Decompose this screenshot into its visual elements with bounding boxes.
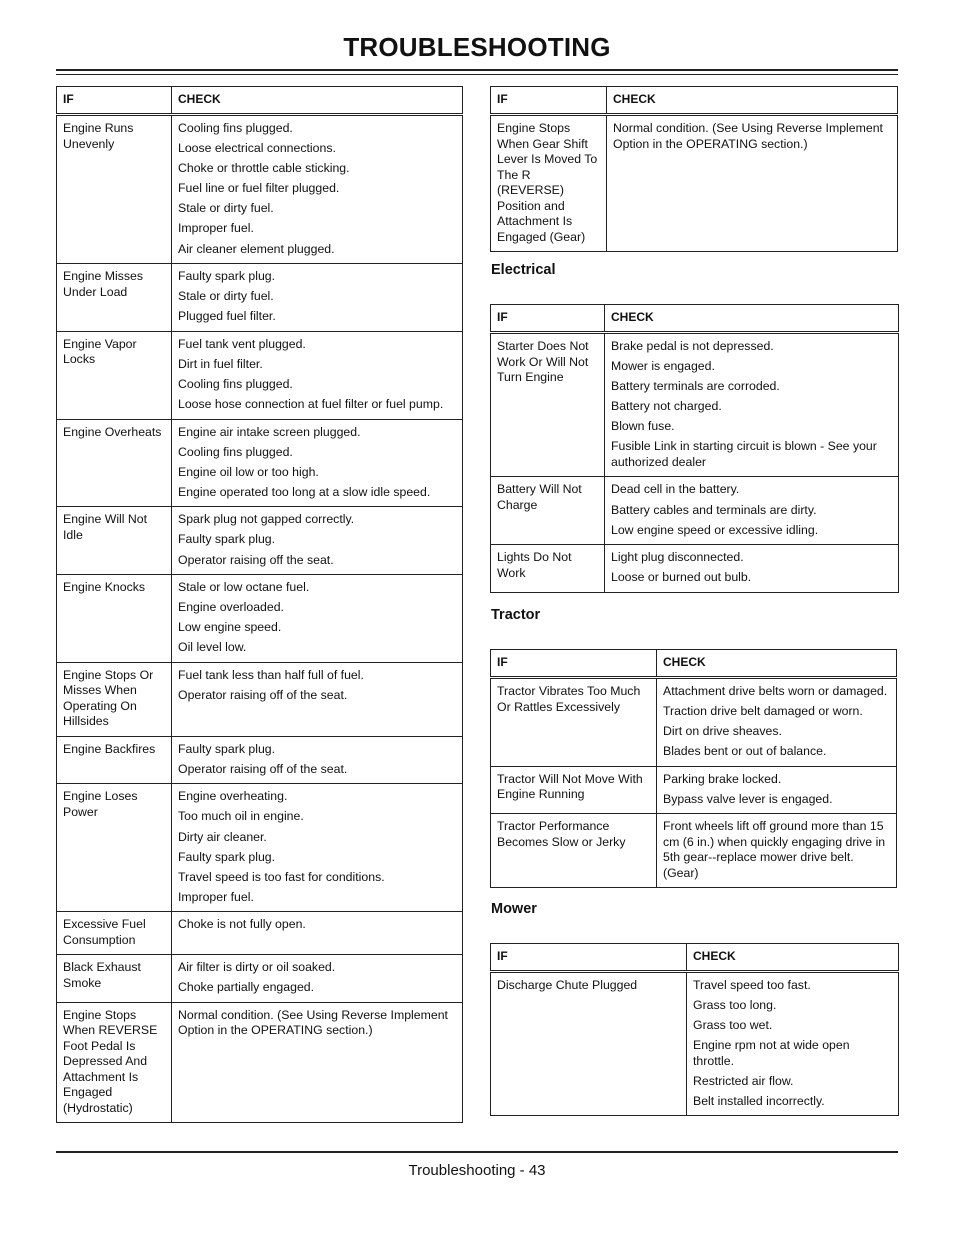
table-header-row xyxy=(491,87,898,115)
symptom-cell: Engine Will Not Idle xyxy=(57,507,172,575)
table-row xyxy=(57,736,463,784)
check-item: Fusible Link in starting circuit is blown - See your authorized dealer xyxy=(611,439,877,469)
column-header-check: CHECK xyxy=(687,944,899,972)
check-cell xyxy=(605,477,899,545)
check-cell xyxy=(172,419,463,507)
check-cell xyxy=(172,955,463,1003)
table-row xyxy=(57,955,463,1003)
column-header-if: IF xyxy=(491,650,657,678)
section-heading-mower: Mower xyxy=(491,901,537,917)
check-item: Faulty spark plug. xyxy=(178,269,276,284)
table-row xyxy=(491,333,899,477)
column-header-if: IF xyxy=(491,87,607,115)
check-item: Operator raising off the seat. xyxy=(178,552,334,567)
symptom-cell: Engine Vapor Locks xyxy=(57,331,172,419)
check-item: Cooling fins plugged. xyxy=(178,121,293,135)
check-cell xyxy=(172,115,463,264)
check-item: Battery cables and terminals are dirty. xyxy=(611,502,817,517)
check-item: Engine operated too long at a slow idle speed. xyxy=(178,484,431,499)
check-item: Operator raising off of the seat. xyxy=(178,687,348,702)
check-item: Operator raising off of the seat. xyxy=(178,761,348,776)
check-item: Brake pedal is not depressed. xyxy=(611,339,774,353)
check-item: Grass too wet. xyxy=(693,1018,773,1033)
page-title: TROUBLESHOOTING xyxy=(343,32,611,62)
check-item: Loose hose connection at fuel filter or fuel pump. xyxy=(178,397,444,412)
check-item: Faulty spark plug. xyxy=(178,532,276,547)
check-item: Parking brake locked. xyxy=(663,771,782,786)
check-item: Restricted air flow. xyxy=(693,1073,794,1088)
check-item: Fuel tank vent plugged. xyxy=(178,336,306,351)
check-item: Air filter is dirty or oil soaked. xyxy=(178,960,336,975)
table-row xyxy=(57,331,463,419)
column-header-check: CHECK xyxy=(172,87,463,115)
check-item: Blown fuse. xyxy=(611,419,675,434)
check-cell xyxy=(172,784,463,912)
symptom-cell: Tractor Will Not Move With Engine Running xyxy=(491,766,657,814)
check-item: Light plug disconnected. xyxy=(611,550,744,565)
check-cell xyxy=(607,115,898,252)
check-item: Cooling fins plugged. xyxy=(178,376,293,391)
table-row xyxy=(491,766,897,814)
symptom-cell: Black Exhaust Smoke xyxy=(57,955,172,1003)
reverse-troubleshooting-table xyxy=(490,86,898,252)
check-item: Dirty air cleaner. xyxy=(178,829,267,844)
tractor-troubleshooting-table xyxy=(490,649,897,888)
check-item: Choke or throttle cable sticking. xyxy=(178,161,350,176)
check-item: Grass too long. xyxy=(693,998,777,1013)
check-item: Spark plug not gapped correctly. xyxy=(178,512,355,527)
symptom-cell: Lights Do Not Work xyxy=(491,545,605,593)
table-row xyxy=(57,264,463,332)
table-row xyxy=(491,972,899,1116)
title-rule xyxy=(56,69,898,71)
symptom-cell: Discharge Chute Plugged xyxy=(491,972,687,1116)
symptom-cell: Engine Loses Power xyxy=(57,784,172,912)
check-item: Air cleaner element plugged. xyxy=(178,241,335,256)
check-item: Attachment drive belts worn or damaged. xyxy=(663,684,888,698)
symptom-cell: Excessive Fuel Consumption xyxy=(57,912,172,955)
symptom-cell: Starter Does Not Work Or Will Not Turn Engine xyxy=(491,333,605,477)
table-row xyxy=(57,419,463,507)
check-item: Improper fuel. xyxy=(178,221,254,236)
check-item: Belt installed incorrectly. xyxy=(693,1093,825,1108)
title-rule-thin xyxy=(56,74,898,75)
check-cell xyxy=(172,264,463,332)
table-row xyxy=(57,912,463,955)
check-item: Oil level low. xyxy=(178,640,247,655)
check-cell xyxy=(657,766,897,814)
check-item: Battery terminals are corroded. xyxy=(611,379,780,394)
check-cell xyxy=(172,912,463,955)
table-row xyxy=(491,678,897,767)
symptom-cell: Engine Stops When REVERSE Foot Pedal Is Depressed And Attachment Is Engaged (Hydrostatic) xyxy=(57,1002,172,1123)
check-item: Battery not charged. xyxy=(611,399,722,414)
check-item: Fuel line or fuel filter plugged. xyxy=(178,181,340,196)
page-footer: Troubleshooting - 43 xyxy=(408,1162,546,1179)
column-header-check: CHECK xyxy=(605,305,899,333)
check-item: Blades bent or out of balance. xyxy=(663,744,827,759)
check-item: Engine overloaded. xyxy=(178,600,284,615)
symptom-cell: Engine Knocks xyxy=(57,575,172,663)
check-cell xyxy=(605,545,899,593)
check-item: Traction drive belt damaged or worn. xyxy=(663,704,863,719)
check-item: Mower is engaged. xyxy=(611,359,715,374)
check-cell xyxy=(657,678,897,767)
engine-troubleshooting-table xyxy=(56,86,463,1123)
symptom-cell: Engine Runs Unevenly xyxy=(57,115,172,264)
table-row xyxy=(57,507,463,575)
footer-rule xyxy=(56,1151,898,1153)
column-header-if: IF xyxy=(491,305,605,333)
table-header-row xyxy=(57,87,463,115)
check-item: Travel speed is too fast for conditions. xyxy=(178,869,385,884)
check-cell xyxy=(687,972,899,1116)
check-item: Dirt in fuel filter. xyxy=(178,356,263,371)
check-item: Low engine speed. xyxy=(178,620,282,635)
table-row xyxy=(491,545,899,593)
check-item: Too much oil in engine. xyxy=(178,809,304,824)
check-item: Bypass valve lever is engaged. xyxy=(663,791,833,806)
symptom-cell: Engine Misses Under Load xyxy=(57,264,172,332)
table-row xyxy=(57,662,463,736)
symptom-cell: Engine Backfires xyxy=(57,736,172,784)
mower-troubleshooting-table xyxy=(490,943,899,1116)
check-item: Improper fuel. xyxy=(178,889,254,904)
check-item: Choke partially engaged. xyxy=(178,980,315,995)
check-item: Dirt on drive sheaves. xyxy=(663,724,782,739)
check-item: Low engine speed or excessive idling. xyxy=(611,522,819,537)
check-item: Dead cell in the battery. xyxy=(611,482,740,497)
check-item: Choke is not fully open. xyxy=(178,917,306,932)
check-item: Normal condition. (See Using Reverse Implement Option in the OPERATING section.) xyxy=(613,121,883,151)
check-item: Fuel tank less than half full of fuel. xyxy=(178,667,364,682)
check-item: Stale or dirty fuel. xyxy=(178,289,274,304)
section-heading-electrical: Electrical xyxy=(491,262,556,278)
table-row xyxy=(491,814,897,888)
column-header-check: CHECK xyxy=(657,650,897,678)
check-item: Engine overheating. xyxy=(178,789,288,804)
check-item: Faulty spark plug. xyxy=(178,741,276,756)
symptom-cell: Tractor Vibrates Too Much Or Rattles Excessively xyxy=(491,678,657,767)
table-row xyxy=(491,115,898,252)
symptom-cell: Tractor Performance Becomes Slow or Jerky xyxy=(491,814,657,888)
check-item: Cooling fins plugged. xyxy=(178,444,293,459)
symptom-cell: Battery Will Not Charge xyxy=(491,477,605,545)
symptom-cell: Engine Overheats xyxy=(57,419,172,507)
symptom-cell: Engine Stops Or Misses When Operating On Hillsides xyxy=(57,662,172,736)
check-item: Plugged fuel filter. xyxy=(178,309,276,324)
check-item: Front wheels lift off ground more than 15 cm (6 in.) when quickly engaging drive in 5th gear--replace mower drive belt. (Gear) xyxy=(663,819,886,880)
check-item: Loose electrical connections. xyxy=(178,141,336,156)
column-header-if: IF xyxy=(491,944,687,972)
section-heading-tractor: Tractor xyxy=(491,607,541,623)
table-row xyxy=(57,1002,463,1123)
check-item: Engine air intake screen plugged. xyxy=(178,424,361,439)
column-header-check: CHECK xyxy=(607,87,898,115)
symptom-cell: Engine Stops When Gear Shift Lever Is Moved To The R (REVERSE) Position and Attachment Is Engaged (Gear) xyxy=(491,115,607,252)
check-item: Engine oil low or too high. xyxy=(178,464,319,479)
check-item: Travel speed too fast. xyxy=(693,978,811,992)
check-cell xyxy=(605,333,899,477)
table-row xyxy=(491,477,899,545)
check-item: Loose or burned out bulb. xyxy=(611,570,752,585)
table-row xyxy=(57,575,463,663)
check-cell xyxy=(172,662,463,736)
electrical-troubleshooting-table xyxy=(490,304,899,593)
table-header-row xyxy=(491,305,899,333)
table-header-row xyxy=(491,650,897,678)
check-item: Engine rpm not at wide open throttle. xyxy=(693,1038,850,1068)
check-item: Stale or dirty fuel. xyxy=(178,201,274,216)
check-item: Stale or low octane fuel. xyxy=(178,580,310,594)
check-cell xyxy=(172,1002,463,1123)
column-header-if: IF xyxy=(57,87,172,115)
table-header-row xyxy=(491,944,899,972)
table-row xyxy=(57,115,463,264)
check-cell xyxy=(172,575,463,663)
check-item: Normal condition. (See Using Reverse Implement Option in the OPERATING section.) xyxy=(178,1007,448,1038)
check-cell xyxy=(657,814,897,888)
check-cell xyxy=(172,736,463,784)
check-item: Faulty spark plug. xyxy=(178,849,276,864)
check-cell xyxy=(172,507,463,575)
table-row xyxy=(57,784,463,912)
check-cell xyxy=(172,331,463,419)
